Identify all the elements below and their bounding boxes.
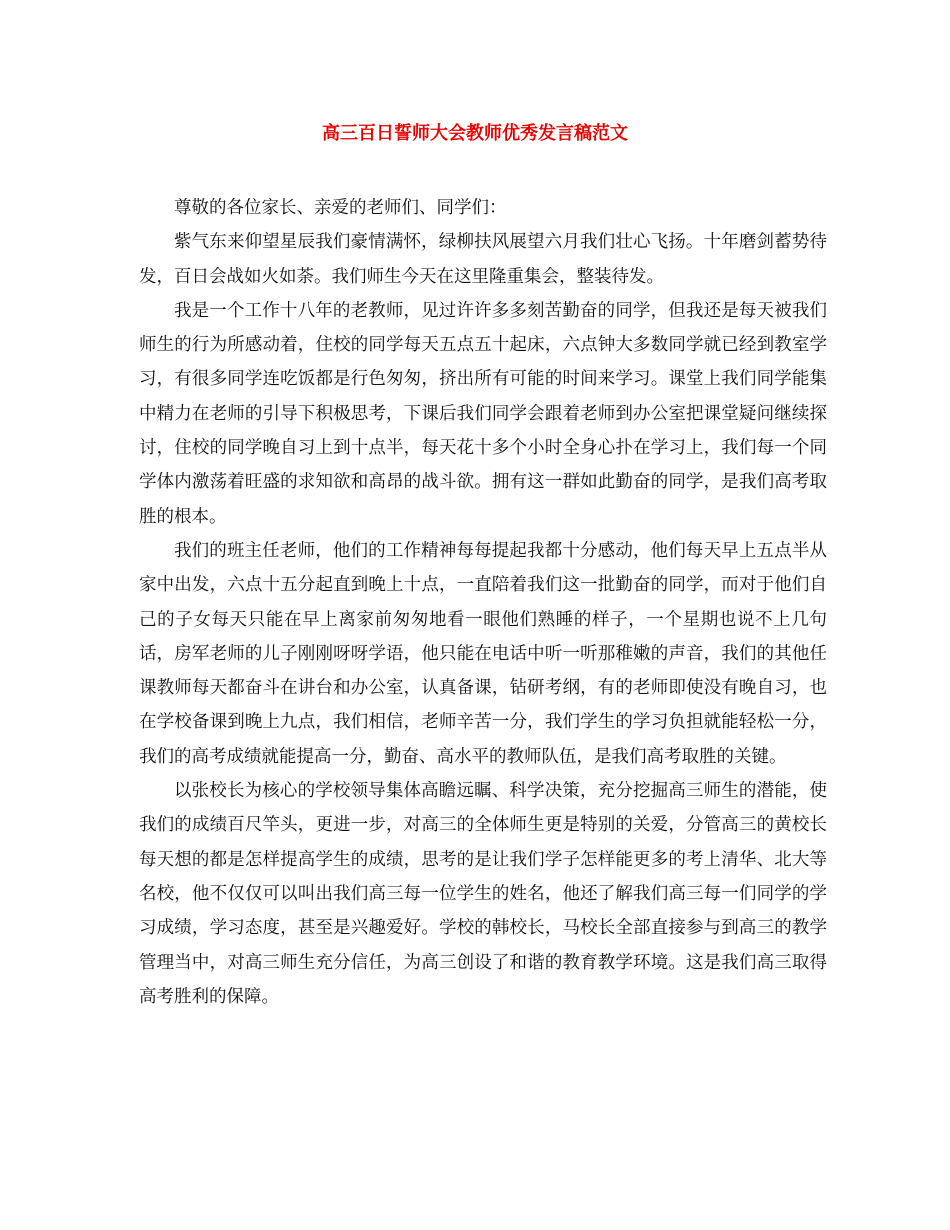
body-paragraph: 以张校长为核心的学校领导集体高瞻远瞩、科学决策，充分挖掘高三师生的潜能，使我们的成绩百尺竿头，更进一步，对高三的全体师生更是特别的关爱，分管高三的黄校长每天想的都是怎样提高学生的成绩，思考的是让我们学子怎样能更多的考上清华、北大等名校，他不仅仅可以叫出我们高三每一位学生的姓名，他还了解我们高三每一们同学的学习成绩，学习态度，甚至是兴趣爱好。学校的韩校长，马校长全部直接参与到高三的教学管理当中，对高三师生充分信任，为高三创设了和谐的教育教学环境。这是我们高三取得高考胜利的保障。 xyxy=(139,781,827,1007)
salutation-paragraph: 尊敬的各位家长、亲爱的老师们、同学们： xyxy=(174,198,507,218)
body-paragraph: 我是一个工作十八年的老教师，见过许许多多刻苦勤奋的同学，但我还是每天被我们师生的行为所感动着，住校的同学每天五点五十起床，六点钟大多数同学就已经到教室学习，有很多同学连吃饭都是行色匆匆，挤出所有可能的时间来学习。课堂上我们同学能集中精力在老师的引导下积极思考，下课后我们同学会跟着老师到办公室把课堂疑问继续探讨，住校的同学晚自习上到十点半，每天花十多个小时全身心扑在学习上，我们每一个同学体内激荡着旺盛的求知欲和高昂的战斗欲。拥有这一群如此勤奋的同学，是我们高考取胜的根本。 xyxy=(139,300,827,527)
body-paragraph: 紫气东来仰望星辰我们豪情满怀，绿柳扶风展望六月我们壮心飞扬。十年磨剑蓄势待发，百日会战如火如荼。我们师生今天在这里隆重集会，整装待发。 xyxy=(139,232,827,287)
body-paragraph: 我们的班主任老师，他们的工作精神每每提起我都十分感动，他们每天早上五点半从家中出发，六点十五分起直到晚上十点，一直陪着我们这一批勤奋的同学，而对于他们自己的子女每天只能在早上离家前匆匆地看一眼他们熟睡的样子，一个星期也说不上几句话，房军老师的儿子刚刚呀呀学语，他只能在电话中听一听那稚嫩的声音，我们的其他任课教师每天都奋斗在讲台和办公室，认真备课，钻研考纲，有的老师即使没有晚自习，也在学校备课到晚上九点，我们相信，老师辛苦一分，我们学生的学习负担就能轻松一分，我们的高考成绩就能提高一分，勤奋、高水平的教师队伍，是我们高考取胜的关键。 xyxy=(139,540,827,767)
document-body xyxy=(139,191,827,1014)
document-title: 高三百日誓师大会教师优秀发言稿范文 xyxy=(322,123,628,144)
